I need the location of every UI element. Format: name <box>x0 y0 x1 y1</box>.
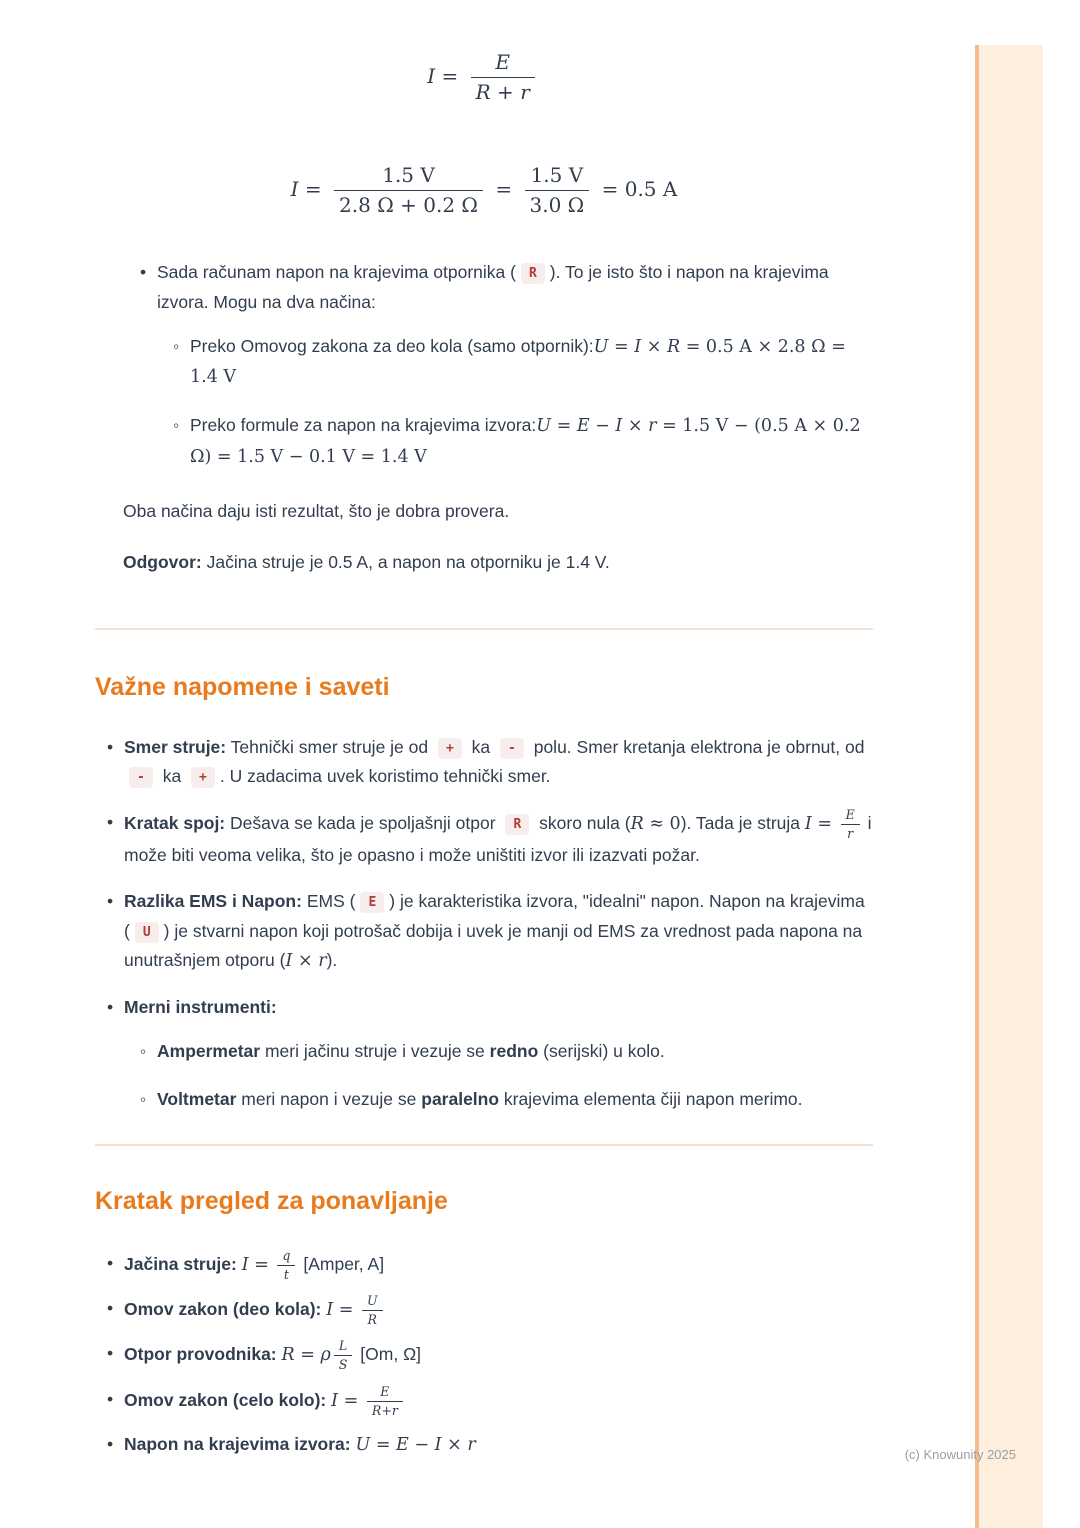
math-variable: U <box>593 336 609 357</box>
answer-paragraph <box>123 548 873 578</box>
fraction <box>277 1249 295 1282</box>
bold-text-segment: Napon na krajevima izvora: <box>124 1433 351 1454</box>
formula-ohm-complete-circuit <box>95 50 873 105</box>
text-segment: ). <box>326 950 338 971</box>
fraction-numerator <box>841 808 860 825</box>
text-segment: EMS ( <box>301 890 356 911</box>
text-segment: Dešava se kada je spoljašnji otpor <box>225 813 501 834</box>
fraction-numerator <box>334 1339 353 1356</box>
fraction <box>334 1339 353 1372</box>
math-variable: U <box>366 1293 378 1309</box>
bold-text-segment: paralelno <box>421 1088 500 1109</box>
inline-code-chip: R <box>521 263 545 284</box>
bold-text-segment: Omov zakon (deo kola): <box>124 1299 322 1320</box>
note-current-direction <box>107 733 873 793</box>
text-segment: Tehnički smer struje je od <box>226 736 433 757</box>
fraction-denominator <box>362 1311 383 1327</box>
review-current-text <box>124 1249 873 1282</box>
text-segment: polu. Smer kretanja elektrona je obrnut, od <box>528 736 865 757</box>
text-segment: ka <box>466 736 496 757</box>
math-text: × <box>441 1434 468 1455</box>
fraction-denominator <box>525 191 590 218</box>
inline-code-chip: R <box>505 814 529 835</box>
bold-text-segment: Merni instrumenti: <box>124 997 277 1018</box>
math-text: × <box>292 951 319 972</box>
review-ohm-full-text <box>124 1385 873 1418</box>
fraction <box>334 163 483 218</box>
math-variable: I <box>285 951 293 972</box>
section-divider <box>95 1144 873 1146</box>
note-short-circuit-text <box>124 808 873 871</box>
math-variable: I <box>804 814 812 835</box>
voltage-calculation-item <box>140 258 873 473</box>
text-segment: [Om, Ω] <box>355 1344 422 1365</box>
fraction-numerator <box>471 50 535 78</box>
math-text: = 0.5 A <box>595 177 678 201</box>
inline-code-chip: + <box>191 767 215 788</box>
math-text: = <box>370 1434 397 1455</box>
bold-text-segment: Otpor provodnika: <box>124 1344 277 1365</box>
fraction-numerator <box>334 163 483 191</box>
review-list <box>107 1249 873 1461</box>
math-variable: I <box>434 1434 442 1455</box>
text-segment: ). Tada je struja <box>680 813 805 834</box>
text-segment: Preko formule za napon na krajevima izvora: <box>190 415 537 435</box>
text-segment: . U zadacima uvek koristimo tehnički smer. <box>219 766 551 787</box>
ohms-law-method-text <box>190 332 873 394</box>
math-variable: E <box>396 1434 409 1455</box>
math-text: 3.0 Ω <box>529 193 585 217</box>
bold-text-segment: Smer struje: <box>124 736 227 757</box>
text-segment: Oba načina daju isti rezultat, što je dobra provera. <box>123 500 510 521</box>
text-segment: meri napon i vezuje se <box>236 1088 422 1109</box>
solution-steps-list <box>140 258 873 473</box>
note-ammeter-text <box>157 1037 873 1067</box>
bold-text-segment: Voltmetar <box>157 1088 237 1109</box>
math-text: = <box>435 64 465 88</box>
bold-text-segment: Odgovor: <box>123 552 202 573</box>
math-text: × <box>622 416 649 436</box>
inline-code-chip: U <box>135 922 159 943</box>
text-segment: Sada računam napon na krajevima otpornika ( <box>157 262 516 282</box>
math-text: = <box>294 1345 321 1366</box>
math-variable: I <box>290 177 299 201</box>
text-segment: ) je karakteristika izvora, "idealni" napon. Napon na krajevima ( <box>124 890 865 941</box>
math-text: = <box>298 177 329 201</box>
math-text: + <box>381 1402 392 1418</box>
math-variable: t <box>283 1267 289 1283</box>
math-variable: R <box>371 1402 382 1418</box>
fraction <box>841 808 860 841</box>
notes-list <box>107 733 873 1115</box>
math-text: 2.8 Ω + 0.2 Ω <box>339 193 479 217</box>
math-text: = <box>608 336 635 357</box>
emf-formula-method-text <box>190 411 873 473</box>
voltage-calculation-text <box>157 258 873 318</box>
math-text: = 1.5 V − (0.5 A × 0.2 Ω) = 1.5 V − 0.1 V = 1.4 V <box>190 416 861 467</box>
math-text: = <box>333 1300 359 1321</box>
text-segment: [Amper, A] <box>298 1254 385 1275</box>
methods-sublist <box>173 332 873 473</box>
bold-text-segment: Ampermetar <box>157 1040 261 1061</box>
math-variable: R <box>281 1345 295 1366</box>
section-title-notes: Važne napomene i saveti <box>95 673 390 701</box>
review-ohm-full <box>107 1385 873 1418</box>
fraction-numerator <box>277 1249 295 1266</box>
right-accent-stripe <box>975 45 1043 1528</box>
math-variable: L <box>338 1338 348 1354</box>
note-voltmeter <box>140 1085 873 1115</box>
note-voltmeter-text <box>157 1085 873 1115</box>
math-variable: r <box>520 80 530 104</box>
note-ammeter <box>140 1037 873 1067</box>
math-variable: I <box>326 1300 334 1321</box>
text-segment: i može biti veoma velika, što je opasno i može uništiti izvor ili izazvati požar. <box>124 813 872 866</box>
fraction-numerator <box>367 1385 403 1402</box>
text-segment: ). To je isto što i napon na krajevima izvora. Mogu na dva načina: <box>157 262 829 312</box>
review-ohm-partial <box>107 1294 873 1327</box>
watermark: (c) Knowunity 2025 <box>904 1447 1016 1462</box>
emf-formula-method-item <box>173 411 873 473</box>
fraction-denominator <box>367 1402 403 1418</box>
math-text: + <box>490 80 521 104</box>
fraction-denominator <box>334 1356 353 1372</box>
math-variable: S <box>338 1357 348 1373</box>
math-variable: U <box>536 416 552 436</box>
fraction-denominator <box>841 825 860 841</box>
math-variable: I <box>634 336 642 357</box>
bold-text-segment: Omov zakon (celo kolo): <box>124 1389 327 1410</box>
math-variable: I <box>427 64 436 88</box>
math-variable: I <box>241 1255 249 1276</box>
review-resistance <box>107 1339 873 1372</box>
math-variable: R <box>666 336 681 357</box>
note-instruments <box>107 993 873 1114</box>
math-text: − <box>589 416 616 436</box>
math-text: 1.5 V <box>530 163 584 187</box>
math-variable: R <box>630 814 644 835</box>
math-variable: I <box>331 1390 339 1411</box>
inline-code-chip: - <box>129 767 153 788</box>
text-segment: krajevima elementa čiji napon merimo. <box>499 1088 803 1109</box>
math-variable: r <box>847 826 854 842</box>
document-content <box>95 0 873 1472</box>
math-text: 1.5 V <box>382 163 435 187</box>
fraction-numerator <box>362 1294 383 1311</box>
text-segment: ) je stvarni napon koji potrošač dobija i uvek je manji od EMS za vrednost pada napona na unutrašnjem otporu ( <box>124 920 863 971</box>
verification-paragraph <box>123 497 873 527</box>
section-divider <box>95 628 873 630</box>
math-text: = <box>338 1390 364 1411</box>
bold-text-segment: Kratak spoj: <box>124 813 226 834</box>
math-text: = <box>551 416 577 436</box>
math-text: = 0.5 A × 2.8 Ω = 1.4 V <box>190 336 846 388</box>
note-instruments-text <box>124 993 873 1023</box>
note-emf-vs-voltage <box>107 887 873 977</box>
text-segment: meri jačinu struje i vezuje se <box>260 1040 490 1061</box>
math-variable: r <box>648 416 657 436</box>
note-current-direction-text <box>124 733 873 793</box>
fraction-denominator <box>471 78 535 105</box>
text-segment: Jačina struje je 0.5 A, a napon na otporniku je 1.4 V. <box>201 552 610 573</box>
math-variable: ρ <box>320 1345 331 1366</box>
math-text: = <box>248 1255 275 1276</box>
math-text: ≈ 0 <box>643 814 681 835</box>
section-title-review: Kratak pregled za ponavljanje <box>95 1187 448 1216</box>
review-terminal-voltage <box>107 1430 873 1461</box>
fraction <box>362 1294 383 1327</box>
math-variable: r <box>318 951 327 972</box>
fraction <box>471 50 535 105</box>
text-segment: Preko Omovog zakona za deo kola (samo otpornik): <box>190 335 594 356</box>
math-variable: I <box>615 416 623 436</box>
math-text: = <box>489 177 519 201</box>
fraction <box>367 1385 403 1418</box>
inline-code-chip: E <box>360 892 384 913</box>
math-variable: E <box>380 1383 390 1399</box>
review-current <box>107 1249 873 1282</box>
note-emf-vs-voltage-text <box>124 887 873 977</box>
bold-text-segment: Jačina struje: <box>124 1254 237 1275</box>
fraction-denominator <box>277 1266 295 1282</box>
math-variable: E <box>845 807 855 822</box>
review-ohm-partial-text <box>124 1294 873 1327</box>
math-text: = <box>811 814 838 835</box>
bold-text-segment: Razlika EMS i Napon: <box>124 890 302 911</box>
fraction-numerator <box>525 163 590 191</box>
review-terminal-voltage-text <box>124 1430 873 1461</box>
text-segment: (serijski) u kolo. <box>538 1040 665 1061</box>
math-variable: E <box>576 416 590 436</box>
instruments-sublist <box>140 1037 873 1115</box>
math-variable: R <box>367 1312 378 1328</box>
inline-code-chip: - <box>500 738 524 759</box>
fraction-denominator <box>334 191 483 218</box>
text-segment: skoro nula ( <box>534 813 631 834</box>
math-text: − <box>408 1434 435 1455</box>
math-variable: r <box>391 1402 398 1418</box>
inline-code-chip: + <box>438 738 462 759</box>
math-variable: E <box>495 50 510 74</box>
math-variable: R <box>475 80 491 104</box>
review-resistance-text <box>124 1339 873 1372</box>
fraction <box>525 163 590 218</box>
math-variable: U <box>355 1434 371 1455</box>
math-text: × <box>641 336 667 357</box>
bold-text-segment: redno <box>489 1040 539 1061</box>
ohms-law-method-item <box>173 332 873 394</box>
math-variable: q <box>282 1247 291 1263</box>
note-short-circuit <box>107 808 873 871</box>
text-segment: ka <box>157 766 187 787</box>
formula-current-substitution <box>95 163 873 218</box>
math-variable: r <box>467 1434 476 1455</box>
